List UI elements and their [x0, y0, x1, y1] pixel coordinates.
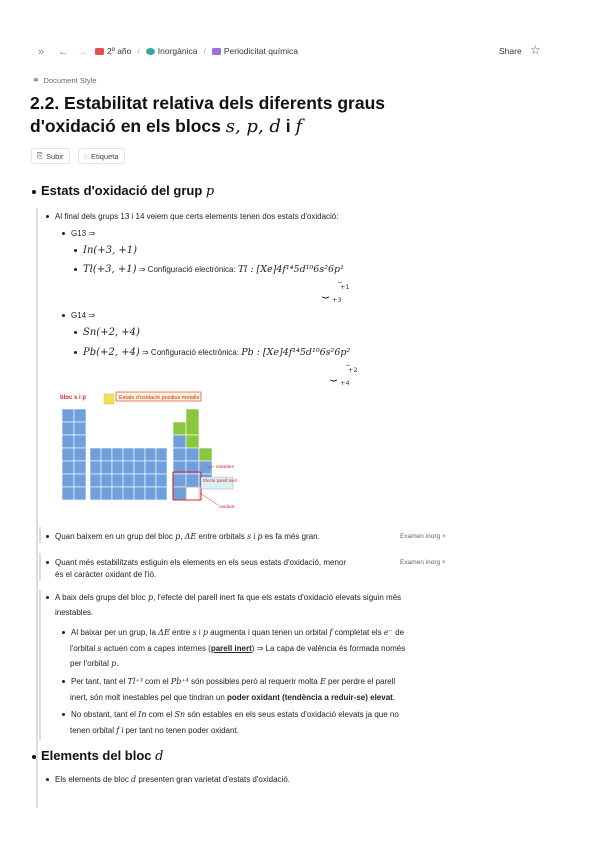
breadcrumb-item-inorganica[interactable]: Inorgànica: [146, 46, 198, 56]
list-item[interactable]: Pb(+2, +4) ⇒ Configuració electrònica: Pb : [Xe]4f¹⁴5d¹⁰6s²6p²: [74, 347, 350, 358]
breadcrumb-item-year[interactable]: 2º año: [95, 46, 131, 56]
star-icon[interactable]: ☆: [530, 43, 541, 57]
list-item[interactable]: Els elements de bloc d presenten gran varietat d'estats d'oxidació.: [46, 774, 290, 785]
label-efecte: Efecte parell inert: [203, 478, 238, 483]
page-actions: [31, 148, 125, 164]
forward-arrow-icon[interactable]: →: [77, 46, 88, 58]
section-heading-group-p[interactable]: Estats d'oxidació del grup p: [32, 183, 214, 199]
breadcrumb: 2º año / Inorgànica / Periodicitat química: [95, 46, 298, 56]
table-title-right: Estats d'oxidació positius metalls: [119, 395, 200, 401]
style-icon: ⚭: [32, 75, 40, 85]
list-item[interactable]: Sn(+2, +4): [74, 327, 140, 338]
periodic-table-image: [58, 391, 274, 518]
share-button[interactable]: Share: [499, 46, 522, 56]
tag-icon: ◌: [83, 151, 88, 161]
list-item[interactable]: A baix dels grups del bloc p, l'efecte del parell inert fa que els estats d'oxidació elevats siguin més: [46, 592, 401, 603]
breadcrumb-item-periodicitat[interactable]: Periodicitat química: [212, 46, 298, 56]
list-item[interactable]: No obstant, tant el In com el Sn són estables en els seus estats d'oxidació elevats ja que no: [62, 709, 399, 720]
comment-tag[interactable]: Examen inorg ×: [400, 533, 446, 540]
indent-guide: [36, 208, 38, 808]
document-style[interactable]: ⚭ Document Style: [32, 75, 97, 85]
list-item[interactable]: Al baixar per un grup, la ΔE entre s i p augmenta i quan tenen un orbital f completat els e⁻ de: [62, 627, 404, 638]
list-item[interactable]: Tl(+3, +1) ⇒ Configuració electrònica: Tl : [Xe]4f¹⁴5d¹⁰6s²6p¹: [74, 264, 344, 275]
upload-button[interactable]: ⎘ Subir: [31, 148, 70, 164]
back-arrow-icon[interactable]: ←: [58, 46, 69, 58]
section-heading-block-d[interactable]: Elements del bloc d: [32, 748, 163, 764]
folder-icon: [212, 48, 221, 55]
d-block: [90, 448, 167, 500]
molecule-icon: [146, 48, 155, 55]
table-title-left: bloc s i p: [60, 395, 87, 401]
top-bar: [0, 40, 600, 64]
label-estables: estables: [216, 465, 234, 470]
label-oxidant: oxidant: [219, 505, 235, 510]
expand-sidebar-icon[interactable]: »: [38, 46, 45, 58]
folder-icon: [95, 48, 104, 55]
list-item[interactable]: Per tant, tant el Tl⁺³ com el Pb⁺⁴ són possibles però al requerir molta E per perdre el parell: [62, 676, 395, 687]
list-item[interactable]: Quan baixem en un grup del bloc p, ΔE entre orbitals s i p es fa més gran.: [46, 531, 320, 542]
paperclip-icon: ⎘: [37, 151, 43, 160]
list-item[interactable]: Quant més estabilitzats estiguin els elements en els seus estats d'oxidació, menor: [46, 557, 346, 568]
label-button[interactable]: ◌ Etiqueta: [78, 148, 125, 164]
list-item[interactable]: In(+3, +1): [74, 245, 137, 256]
list-item-g13[interactable]: G13 ⇒: [62, 228, 95, 239]
list-item[interactable]: Al final dels grups 13 i 14 veiem que certs elements tenen dos estats d'oxidació:: [46, 211, 338, 222]
comment-tag[interactable]: Examen inorg ×: [400, 559, 446, 566]
cell-h: [104, 394, 114, 404]
s-block: [62, 409, 86, 500]
page-title[interactable]: 2.2. Estabilitat relativa dels diferents graus d'oxidació en els blocs s, p, d i f: [30, 93, 385, 137]
list-item-g14[interactable]: G14 ⇒: [62, 310, 95, 321]
